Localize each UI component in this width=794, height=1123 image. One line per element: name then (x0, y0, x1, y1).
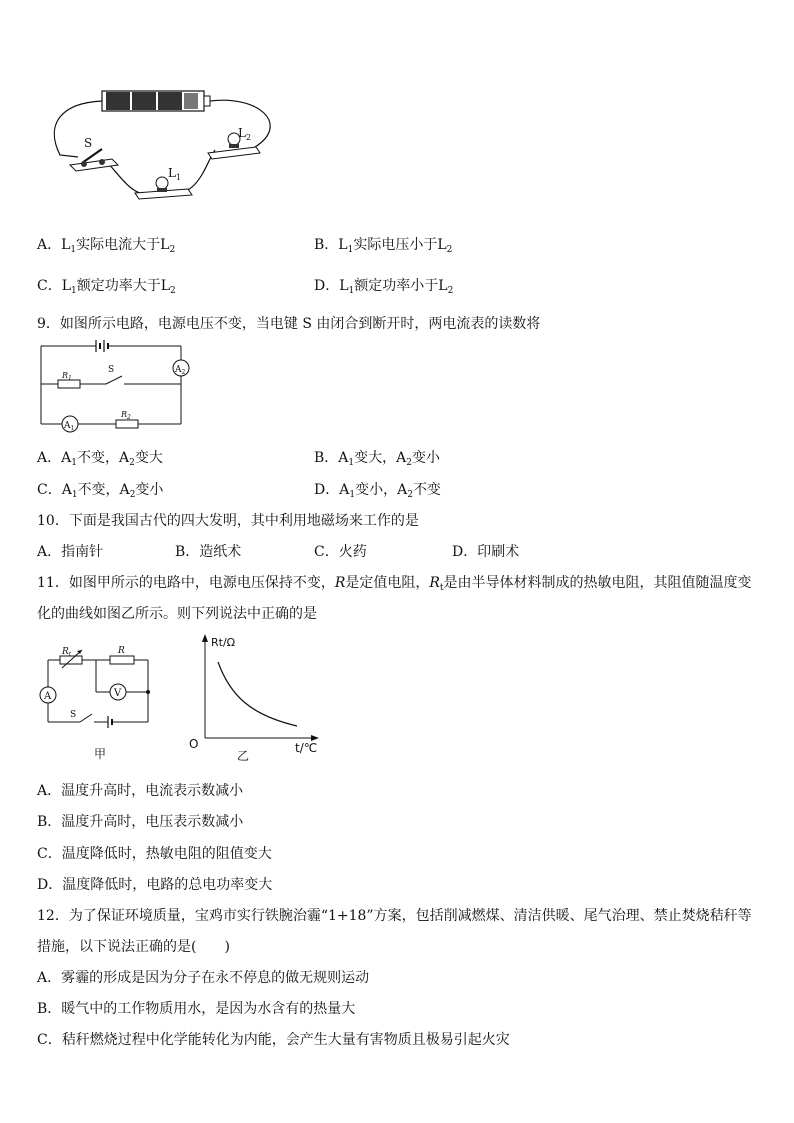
q12-option-b[interactable]: B．暖气中的工作物质用水，是因为水含有的热量大 (37, 1001, 356, 1017)
svg-text:R2: $R_2$ (121, 410, 131, 421)
rt-temperature-curve (218, 662, 297, 726)
q9-circuit-figure (36, 336, 196, 436)
q11-graph-yi (185, 630, 335, 765)
q9-option-a[interactable]: A．$A_1$不变，$A_2$变大 (37, 450, 163, 468)
svg-text:乙: 乙 (237, 749, 250, 763)
q12-option-a[interactable]: A．雾霾的形成是因为分子在永不停息的做无规则运动 (37, 970, 370, 986)
q9-option-b[interactable]: B．$A_1$变大，$A_2$变小 (314, 450, 440, 468)
svg-text:V: V (114, 688, 122, 699)
q8-option-c[interactable]: C．$L_1$额定功率大于$L_2$ (37, 278, 176, 296)
battery-pack (102, 91, 210, 111)
q11-option-a[interactable]: A．温度升高时，电流表示数减小 (37, 783, 244, 799)
q10-stem: 10．下面是我国古代的四大发明，其中利用地磁场来工作的是 (37, 513, 419, 529)
svg-text:甲: 甲 (94, 747, 107, 761)
svg-text:Rt/Ω: Rt/Ω (211, 636, 236, 649)
q11-circuit-jia (38, 640, 163, 765)
lamp-l1 (135, 166, 192, 199)
q11-option-d[interactable]: D．温度降低时，电路的总电功率变大 (37, 877, 273, 893)
svg-text:S: S (108, 365, 115, 375)
switch-label: S (84, 136, 93, 150)
q8-option-b[interactable]: B．$L_1$实际电压小于$L_2$ (314, 237, 453, 255)
q10-option-a[interactable]: A．指南针 (37, 544, 104, 560)
q12-stem-line2: 措施，以下说法正确的是( ) (37, 939, 230, 955)
svg-text:A: A (44, 691, 52, 702)
q11-stem-line2: 化的曲线如图乙所示。则下列说法中正确的是 (37, 606, 317, 622)
lamp-l2 (208, 126, 260, 159)
svg-text:O: O (189, 737, 199, 751)
svg-text:R1: $R_1$ (62, 371, 72, 382)
svg-text:L1: $L_1$ (168, 166, 182, 182)
q10-option-d[interactable]: D．印刷术 (452, 544, 520, 560)
switch-s (70, 136, 118, 171)
q9-option-d[interactable]: D．$A_1$变小，$A_2$不变 (314, 482, 441, 500)
svg-text:t/℃: t/℃ (295, 741, 318, 755)
q11-stem-line1: 11．如图甲所示的电路中，电源电压保持不变，R是定值电阻，$R_t$是由半导体材料制成的热敏电阻，其阻值随温度变 (37, 575, 752, 593)
svg-text:R: R (118, 646, 125, 656)
q11-option-c[interactable]: C．温度降低时，热敏电阻的阻值变大 (37, 846, 272, 862)
q8-circuit-figure (40, 85, 280, 210)
svg-text:A1: $A_1$ (64, 421, 75, 432)
svg-text:S: S (70, 710, 77, 720)
q12-option-c[interactable]: C．秸秆燃烧过程中化学能转化为内能，会产生大量有害物质且极易引起火灾 (37, 1032, 510, 1048)
q8-option-a[interactable]: A．$L_1$实际电流大于$L_2$ (37, 237, 176, 255)
q11-option-b[interactable]: B．温度升高时，电压表示数减小 (37, 814, 244, 830)
q9-stem: 9．如图所示电路，电源电压不变，当电键 S 由闭合到断开时，两电流表的读数将 (37, 316, 541, 332)
q10-option-c[interactable]: C．火药 (314, 544, 367, 560)
svg-text:Rt: $R_t$ (62, 647, 72, 658)
q8-option-d[interactable]: D．$L_1$额定功率小于$L_2$ (314, 278, 454, 296)
q9-option-c[interactable]: C．$A_1$不变，$A_2$变小 (37, 482, 164, 500)
q10-option-b[interactable]: B．造纸术 (175, 544, 242, 560)
svg-text:A2: $A_2$ (175, 365, 186, 376)
q12-stem-line1: 12．为了保证环境质量，宝鸡市实行铁腕治霾“1+18”方案，包括削减燃煤、清洁供暖、尾气治理、禁止焚烧秸秆等 (37, 908, 752, 924)
svg-text:L2: $L_2$ (238, 126, 252, 142)
